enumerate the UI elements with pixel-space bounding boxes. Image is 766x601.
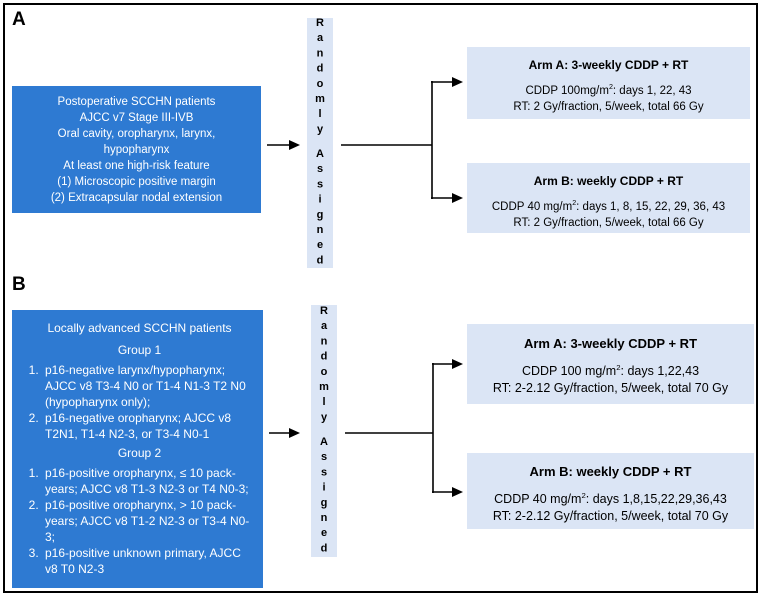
arm-b-dose-line	[494, 491, 727, 508]
arm-a-rt-line: RT: 2 Gy/fraction, 5/week, total 66 Gy	[513, 101, 704, 113]
arm-b-title: Arm B: weekly CDDP + RT	[533, 174, 684, 188]
group-1-list	[24, 362, 255, 442]
panel-a-label: A	[12, 9, 26, 30]
arm-b-dose-line	[492, 199, 725, 215]
arm-a-title: Arm A: 3-weekly CDDP + RT	[528, 58, 689, 72]
group-2-list	[24, 465, 255, 577]
arm-b-rt-line: RT: 2-2.12 Gy/fraction, 5/week, total 70 Gy	[492, 509, 729, 523]
criteria-line: (2) Extracapsular nodal extension	[50, 191, 223, 204]
dose-superscript: 2	[572, 199, 577, 208]
dose-text: CDDP 40 mg/m	[494, 492, 582, 506]
group-1-heading: Group 1	[117, 343, 162, 357]
criteria-line: AJCC v7 Stage III-IVB	[79, 111, 194, 124]
criteria-line: hypopharynx	[103, 143, 170, 156]
arm-b-rt-line: RT: 2 Gy/fraction, 5/week, total 66 Gy	[513, 217, 704, 229]
criteria-item: 2. p16-negative oropharynx; AJCC v8 T2N1, T1-4 N2-3, or T3-4 N0-1	[42, 410, 255, 442]
criteria-line: Postoperative SCCHN patients	[57, 95, 216, 108]
criteria-line: Oral cavity, oropharynx, larynx,	[57, 127, 216, 140]
criteria-item: 2. p16-positive oropharynx, > 10 pack-years; AJCC v8 T1-2 N2-3 or T3-4 N0-3;	[42, 497, 255, 545]
panel-a-arm-a-box	[467, 47, 750, 119]
panel-a-criteria-box	[12, 86, 261, 213]
randomly-assigned-word: Assigned	[314, 147, 326, 270]
panel-b-label: B	[12, 274, 26, 295]
criteria-item: 1. p16-negative larynx/hypopharynx; AJCC v8 T3-4 N0 or T1-4 N1-3 T2 N0 (hypopharynx only);	[42, 362, 255, 410]
randomly-assigned-word: Assigned	[318, 435, 330, 558]
arm-b-title: Arm B: weekly CDDP + RT	[529, 464, 692, 479]
dose-text: CDDP 100 mg/m	[521, 364, 617, 378]
dose-superscript: 2	[581, 490, 586, 500]
panel-b-randomly-assigned-box	[311, 305, 337, 557]
panel-b-arm-b-box	[467, 453, 754, 529]
panel-a-randomly-assigned-box	[307, 18, 333, 268]
dose-superscript: 2	[616, 362, 621, 372]
arm-a-dose-line	[525, 83, 691, 99]
criteria-item: 3. p16-positive unknown primary, AJCC v8 T0 N2-3	[42, 545, 255, 577]
randomly-assigned-word: Randomly	[318, 304, 330, 427]
randomly-assigned-word: Randomly	[314, 16, 326, 139]
arm-a-rt-line: RT: 2-2.12 Gy/fraction, 5/week, total 70 Gy	[492, 381, 729, 395]
panel-b-criteria-box	[12, 310, 263, 588]
criteria-item: 1. p16-positive oropharynx, ≤ 10 pack-years; AJCC v8 T1-3 N2-3 or T4 N0-3;	[42, 465, 255, 497]
dose-text: CDDP 100mg/m	[525, 85, 609, 97]
panel-b-arm-a-box	[467, 324, 754, 404]
dose-schedule: : days 1, 22, 43	[612, 85, 692, 97]
dose-superscript: 2	[608, 83, 613, 92]
dose-schedule: : days 1, 8, 15, 22, 29, 36, 43	[576, 201, 726, 213]
criteria-line: (1) Microscopic positive margin	[57, 175, 216, 188]
criteria-title: Locally advanced SCCHN patients	[47, 321, 232, 335]
criteria-line: At least one high-risk feature	[63, 159, 210, 172]
dose-schedule: : days 1,22,43	[620, 364, 700, 378]
dose-schedule: : days 1,8,15,22,29,36,43	[585, 492, 727, 506]
arm-a-dose-line	[522, 363, 699, 380]
arm-a-title: Arm A: 3-weekly CDDP + RT	[523, 336, 698, 351]
group-2-heading: Group 2	[117, 446, 162, 460]
dose-text: CDDP 40 mg/m	[491, 201, 573, 213]
panel-a-arm-b-box	[467, 163, 750, 233]
